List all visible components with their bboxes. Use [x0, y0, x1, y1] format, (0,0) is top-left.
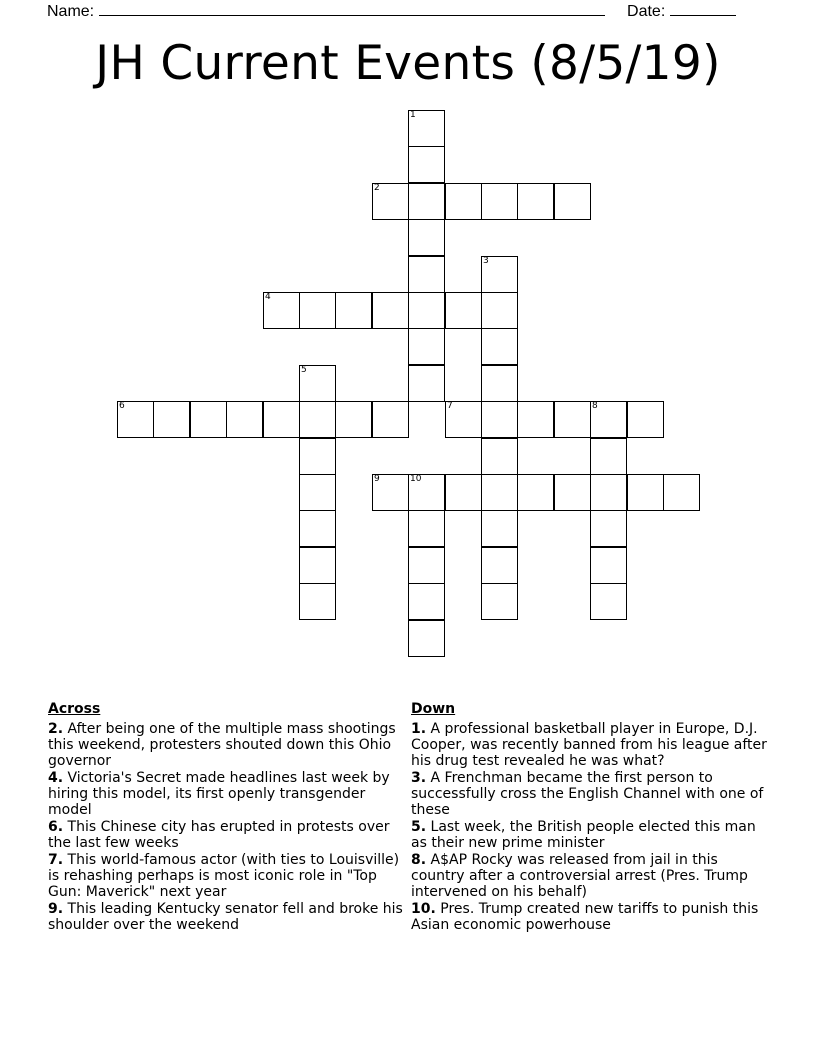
clue-text: Last week, the British people elected this man as their new prime minister [411, 819, 756, 851]
across-clue [48, 819, 403, 851]
across-clues [48, 701, 403, 934]
grid-cell[interactable] [408, 110, 445, 147]
grid-cell[interactable] [481, 474, 518, 511]
clue-text: After being one of the multiple mass shootings this weekend, protesters shouted down this Ohio governor [48, 721, 396, 769]
grid-cell[interactable] [117, 401, 154, 438]
clue-text: This leading Kentucky senator fell and broke his shoulder over the weekend [48, 901, 403, 933]
grid-cell[interactable] [299, 401, 336, 438]
grid-cell[interactable] [481, 510, 518, 547]
cell-number: 10 [410, 474, 422, 484]
name-label: Name: [47, 3, 95, 20]
clue-text: A professional basketball player in Europe, D.J. Cooper, was recently banned from his league after his drug test revealed he was what? [411, 721, 767, 769]
clue-number: 8. [411, 852, 427, 868]
clue-text: A$AP Rocky was released from jail in this country after a controversial arrest (Pres. Trump intervened on his behalf) [411, 852, 748, 900]
grid-cell[interactable] [153, 401, 190, 438]
cell-number: 9 [374, 474, 380, 484]
grid-cell[interactable] [590, 438, 627, 475]
grid-cell[interactable] [627, 401, 664, 438]
cell-number: 2 [374, 183, 380, 193]
grid-cell[interactable] [299, 510, 336, 547]
down-clues [411, 701, 771, 934]
grid-cell[interactable] [190, 401, 227, 438]
grid-cell[interactable] [445, 183, 482, 220]
grid-cell[interactable] [408, 219, 445, 256]
grid-cell[interactable] [481, 292, 518, 329]
across-clue [48, 770, 403, 818]
clue-number: 10. [411, 901, 436, 917]
grid-cell[interactable] [335, 292, 372, 329]
clue-number: 3. [411, 770, 427, 786]
grid-cell[interactable] [481, 583, 518, 620]
grid-cell[interactable] [408, 620, 445, 657]
grid-cell[interactable] [554, 183, 591, 220]
across-clue [48, 901, 403, 933]
grid-cell[interactable] [445, 292, 482, 329]
grid-cell[interactable] [627, 474, 664, 511]
down-clue [411, 901, 771, 933]
grid-cell[interactable] [408, 547, 445, 584]
across-clue [48, 721, 403, 769]
grid-cell[interactable] [590, 474, 627, 511]
down-clue [411, 721, 771, 769]
cell-number: 8 [592, 401, 598, 411]
clue-text: Pres. Trump created new tariffs to punish this Asian economic powerhouse [411, 901, 759, 933]
grid-cell[interactable] [481, 547, 518, 584]
clue-number: 7. [48, 852, 64, 868]
grid-cell[interactable] [517, 474, 554, 511]
cell-number: 7 [447, 401, 453, 411]
grid-cell[interactable] [517, 183, 554, 220]
down-clue [411, 819, 771, 851]
grid-cell[interactable] [481, 256, 518, 293]
grid-cell[interactable] [299, 547, 336, 584]
down-heading: Down [411, 701, 456, 717]
across-heading: Across [48, 701, 101, 717]
grid-cell[interactable] [299, 292, 336, 329]
grid-cell[interactable] [408, 183, 445, 220]
date-label: Date: [627, 3, 666, 20]
clue-number: 6. [48, 819, 64, 835]
grid-cell[interactable] [408, 328, 445, 365]
grid-cell[interactable] [372, 474, 409, 511]
grid-cell[interactable] [517, 401, 554, 438]
grid-cell[interactable] [299, 583, 336, 620]
grid-cell[interactable] [408, 583, 445, 620]
cell-number: 6 [119, 401, 125, 411]
cell-number: 5 [301, 365, 307, 375]
clue-number: 9. [48, 901, 64, 917]
clue-number: 1. [411, 721, 427, 737]
cell-number: 4 [265, 292, 271, 302]
grid-cell[interactable] [408, 256, 445, 293]
clue-number: 4. [48, 770, 64, 786]
grid-cell[interactable] [481, 183, 518, 220]
clue-text: A Frenchman became the first person to successfully cross the English Channel with one of these [411, 770, 764, 818]
grid-cell[interactable] [408, 474, 445, 511]
cell-number: 1 [410, 110, 416, 120]
grid-cell[interactable] [408, 146, 445, 183]
across-clue [48, 852, 403, 900]
clue-text: Victoria's Secret made headlines last week by hiring this model, its first openly transgender model [48, 770, 390, 818]
grid-cell[interactable] [481, 401, 518, 438]
grid-cell[interactable] [408, 365, 445, 402]
grid-cell[interactable] [226, 401, 263, 438]
cell-number: 3 [483, 256, 489, 266]
grid-cell[interactable] [408, 510, 445, 547]
grid-cell[interactable] [481, 365, 518, 402]
grid-cell[interactable] [590, 547, 627, 584]
grid-cell[interactable] [372, 401, 409, 438]
grid-cell[interactable] [335, 401, 372, 438]
grid-cell[interactable] [445, 474, 482, 511]
grid-cell[interactable] [663, 474, 700, 511]
grid-cell[interactable] [590, 401, 627, 438]
clue-text: This Chinese city has erupted in protests over the last few weeks [48, 819, 390, 851]
page-title: JH Current Events (8/5/19) [95, 36, 721, 91]
grid-cell[interactable] [590, 510, 627, 547]
grid-cell[interactable] [299, 474, 336, 511]
grid-cell[interactable] [445, 401, 482, 438]
grid-cell[interactable] [481, 438, 518, 475]
down-clue [411, 770, 771, 818]
grid-cell[interactable] [372, 183, 409, 220]
grid-cell[interactable] [299, 365, 336, 402]
grid-cell[interactable] [408, 292, 445, 329]
grid-cell[interactable] [554, 474, 591, 511]
clue-number: 2. [48, 721, 64, 737]
grid-cell[interactable] [263, 292, 300, 329]
grid-cell[interactable] [590, 583, 627, 620]
grid-cell[interactable] [263, 401, 300, 438]
grid-cell[interactable] [481, 328, 518, 365]
down-clue [411, 852, 771, 900]
grid-cell[interactable] [299, 438, 336, 475]
clue-number: 5. [411, 819, 427, 835]
clue-text: This world-famous actor (with ties to Louisville) is rehashing perhaps is most iconic role in "Top Gun: Maverick" next year [48, 852, 400, 900]
grid-cell[interactable] [554, 401, 591, 438]
grid-cell[interactable] [372, 292, 409, 329]
